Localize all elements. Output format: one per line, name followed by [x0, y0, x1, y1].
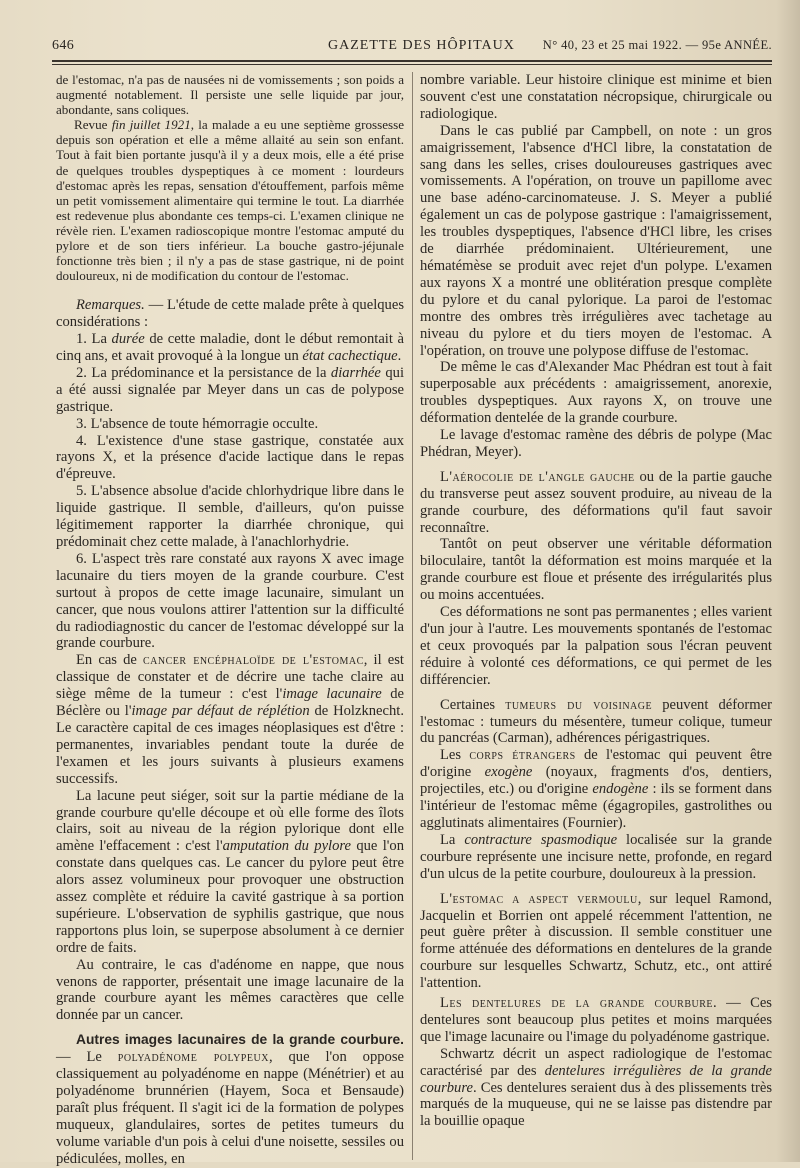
emphasis: image par défaut de réplétion [131, 703, 310, 720]
text-run: Les [440, 747, 470, 764]
paragraph [56, 1032, 404, 1167]
list-item [56, 331, 404, 365]
date-emphasis: fin juillet 1921 [111, 117, 191, 133]
emphasis: dentelures irrégulières de la grande courbure [420, 1062, 772, 1096]
text-run: — Le [56, 1049, 118, 1066]
paragraph [56, 788, 404, 957]
list-item: 3. L'absence de toute hémorragie occulte. [76, 415, 319, 432]
text-run: : ils se forment dans l'intérieur de l'estomac même (égagropiles, gastrolithes ou agglutinats alimentaires (Fournier). [420, 781, 772, 831]
text-run: , il est classique de constater et de décrire une tache claire au siège même de la tumeur : c'est l' [56, 652, 404, 703]
paragraph: Ces déformations ne sont pas permanentes ; elles varient d'un jour à l'autre. Les mouvements spontanés de l'estomac et ceux provoqués par la palpation sous l'écran peuvent réduire à volonté ces déformations, ce qui permet de les différencier. [420, 604, 772, 688]
text-run: . — Ces dentelures sont beaucoup plus petites et moins marquées que l'image lacunaire ou l'image du polyadénome gastrique. [420, 995, 772, 1045]
text-run: localisée sur la grande courbure représente une incisure nette, profonde, en regard d'un ulcus de la petite courbure, douloureux à la pression. [420, 831, 773, 882]
emphasis: diarrhée [330, 364, 381, 381]
text-run: Schwartz décrit un aspect radiologique de l'estomac caractérisé par des [420, 1045, 772, 1079]
text-run: (noyaux, fragments d'os, dentiers, projectiles, etc.) ou d'origine [420, 764, 772, 798]
paragraph [56, 117, 404, 283]
paragraph: Au contraire, le cas d'adénome en nappe, que nous venons de rapporter, présentait une image lacunaire de la grande courbure ayant les mêmes caractères que celle donnée par un cancer. [56, 956, 404, 1024]
paragraph: De même le cas d'Alexander Mac Phédran est tout à fait superposable aux précédents : amaigrissement, anorexie, troubles dyspeptiques. Aux rayons X, on trouve une déformation dentelée de la grande courbure. [420, 359, 772, 427]
small-caps-term: L'estomac a aspect vermoulu [440, 890, 638, 907]
text-run: que l'on constate dans quelques cas. Le cancer du pylore peut être alors assez volumineux pour provoquer une obstruction assez complète et réduire la cavité gastrique à sa portion supérieure. L'observation de syphilis gastrique, que nous rapportons plus loin, se superpose absolument à ce dernier ordre de faits. [56, 838, 404, 956]
observation-block [56, 72, 404, 283]
left-column [56, 72, 404, 1168]
paragraph [420, 1046, 772, 1131]
paragraph: Dans le cas publié par Campbell, on note : un gros amaigrissement, l'absence d'HCl libre, la constatation de sang dans les selles, crises douloureuses gastriques avec vomissements. A l'opération, on trouve un papillome avec une base adéno-carcinomateuse. J. S. Meyer a publié également un cas de polypose gastrique : l'amaigrissement, les troubles dyspeptiques, l'absence d'HCl libre, les crises de diarrhée prédominaient. Ultérieurement, une hématémèse se produit avec rejet d'un polype. L'examen aux rayons X a montré une oblitération presque complète du pylore et du canal pylorique. La paroi de l'estomac montre des ombres très irrégulières avec tachetage au niveau du pylore et du tiers moyen de l'estomac. A l'opération, on trouve une polypose diffuse de l'estomac. [420, 122, 772, 359]
small-caps-term: Les dentelures de la grande courbure [440, 995, 713, 1012]
column-separator [412, 72, 413, 1160]
emphasis: contracture spasmodique [464, 831, 618, 848]
small-caps-term: cancer encéphaloïde de l'estomac [143, 652, 364, 669]
emphasis: durée [111, 331, 145, 348]
remarks-heading: Remarques. [76, 297, 145, 314]
emphasis: état cachectique [302, 348, 398, 365]
text-run: de cette maladie, dont le début remontait à cinq ans, et avait provoqué à la longue un [56, 331, 404, 365]
paragraph [56, 297, 404, 331]
text-run: de Holzknecht. Le caractère capital de ces images néoplasiques est d'être : permanentes, invariables pendant toute la durée de l'examen et les jours suivants à plusieurs examens successifs. [56, 703, 404, 787]
paragraph [420, 832, 772, 883]
text-run: 1. La [76, 331, 112, 348]
text-run: La [440, 831, 465, 848]
text-run: ou de la partie gauche du transverse peut assez souvent produire, au niveau de la grande courbure, des déformations qu'il faut savoir reconnaître. [420, 468, 773, 536]
text-run: , la malade a eu une septième grossesse depuis son opération et elle a même allaité au sein son enfant. Tout à fait bien portante jusqu'à il y a deux mois, elle a été prise de quelques troubles dyspeptiques à ce moment : lourdeurs d'estomac après les repas, sensation d'étouffement, parfois même un petit vomissement alimentaire qui termine le tout. La diarrhée est redevenue plus abondante ces temps-ci. L'examen clinique ne révèle rien. L'examen radioscopique montre l'estomac amputé du pylore et de son tiers inférieur. La bouche gastro-jéjunale fonctionne très bien ; il n'y a pas de stase gastrique, ni de point douloureux, ni de modification du contour de l'estomac. [56, 117, 405, 284]
text-run: . [397, 348, 402, 365]
right-column [420, 72, 772, 1130]
text-run: . Ces dentelures seraient dus à des plissements très marqués de la muqueuse, qui ne se laisse pas distendre par la bouillie opaque [420, 1079, 772, 1130]
header-rule-thick [52, 60, 772, 62]
journal-title: GAZETTE DES HÔPITAUX [328, 38, 515, 53]
emphasis: amputation du pylore [222, 838, 352, 855]
issue-info: N° 40, 23 et 25 mai 1922. — 95e ANNÉE. [542, 38, 772, 52]
list-item: 5. L'absence absolue d'acide chlorhydrique libre dans le liquide gastrique. Il semble, d'ailleurs, qu'on puisse légitimement rapporter la diarrhée chronique, qui prédominait chez cette malade, à l'anachlorhydrie. [56, 483, 404, 550]
section-heading: Autres images lacunaires de la grande courbure. [76, 1032, 404, 1048]
text-run: , que l'on oppose classiquement au polyadénome en nappe (Ménétrier) et au polyadénome brunnérien (Hayem, Soca et Bensaude) paraît plus fréquent. Il s'agit ici de la formation de polypes muqueux, glandulaires, sortes de petites tumeurs du volume variable d'un pois à celui d'une noisette, sessiles ou pédiculées, molles, en [56, 1049, 404, 1167]
emphasis: exogène [484, 764, 533, 781]
page-header [52, 30, 772, 58]
paragraph [420, 995, 772, 1046]
paragraph: de l'estomac, n'a pas de nausées ni de vomissements ; son poids a augmenté notablement. Il persiste une selle liquide par jour, abondante, sans coliques. [56, 72, 404, 118]
text-run: La lacune peut siéger, soit sur la partie médiane de la grande courbure qu'elle découpe et où elle forme des îlots clairs, soit au niveau de la région pylorique dont elle amène l'effacement : c'est l' [56, 787, 404, 855]
paragraph: nombre variable. Leur histoire clinique est minime et bien souvent c'est une constatation nécropsique, chirurgicale ou radiologique. [420, 72, 772, 122]
text-run: Revue [74, 117, 112, 133]
small-caps-term: corps étrangers [469, 747, 576, 764]
small-caps-term: tumeurs du voisinage [505, 696, 653, 713]
small-caps-term: polyadénome polypeux [117, 1049, 269, 1066]
emphasis: endogène [592, 781, 649, 798]
text-run: 2. La prédominance et la persistance de la [76, 364, 331, 381]
small-caps-term: L'aérocolie de l'angle gauche [440, 468, 635, 485]
text-run: de l'estomac qui peuvent être d'origine [420, 747, 772, 781]
header-rule-thin [52, 64, 772, 65]
text-run: En cas de [76, 652, 144, 669]
text-run: qui a été aussi signalée par Meyer dans un cas de polypose gastrique. [56, 364, 404, 415]
emphasis: image lacunaire [282, 686, 382, 703]
text-run: , sur lequel Ramond, Jacquelin et Borrien ont appelé récemment l'attention, ne peut guère prêter à discussion. Il semble constituer une forme atténuée des déformations en dentelures de la grande courbure sur lesquelles Schwartz, Schutz, etc., ont attiré l'attention. [420, 890, 772, 992]
paragraph: Le lavage d'estomac ramène des débris de polype (Mac Phédran, Meyer). [420, 427, 772, 460]
paragraph [420, 747, 772, 832]
list-item: 4. L'existence d'une stase gastrique, constatée aux rayons X, et la présence d'acide lactique dans le repas d'épreuve. [56, 432, 404, 483]
text-run: de Béclère ou l' [56, 686, 404, 720]
text-run: peuvent déformer l'estomac : tumeurs du mésentère, tumeur colique, tumeur du pancréas (Carman), adhérences périgastriques. [420, 696, 772, 747]
list-item: 6. L'aspect très rare constaté aux rayons X avec image lacunaire du tiers moyen de la grande courbure. C'est surtout à propos de cette image lacunaire, simulant un cancer, que nous voulons attirer l'attention sur la difficulté du radiodiagnostic du cancer de l'estomac développé sur la grande courbure. [56, 550, 404, 652]
list-item [56, 365, 404, 416]
text-run: — L'étude de cette malade prête à quelques considérations : [56, 297, 404, 331]
text-run: Certaines [440, 696, 506, 713]
paragraph [56, 652, 404, 787]
remarks-block [56, 297, 404, 1167]
paragraph [420, 469, 772, 537]
paragraph: Tantôt on peut observer une véritable déformation biloculaire, tantôt la déformation est moins marquée et la grande courbure est floue et présente des irrégularités plus ou moins accentuées. [420, 536, 772, 604]
paragraph [420, 891, 772, 992]
paragraph [420, 697, 772, 748]
page-number: 646 [52, 38, 75, 53]
